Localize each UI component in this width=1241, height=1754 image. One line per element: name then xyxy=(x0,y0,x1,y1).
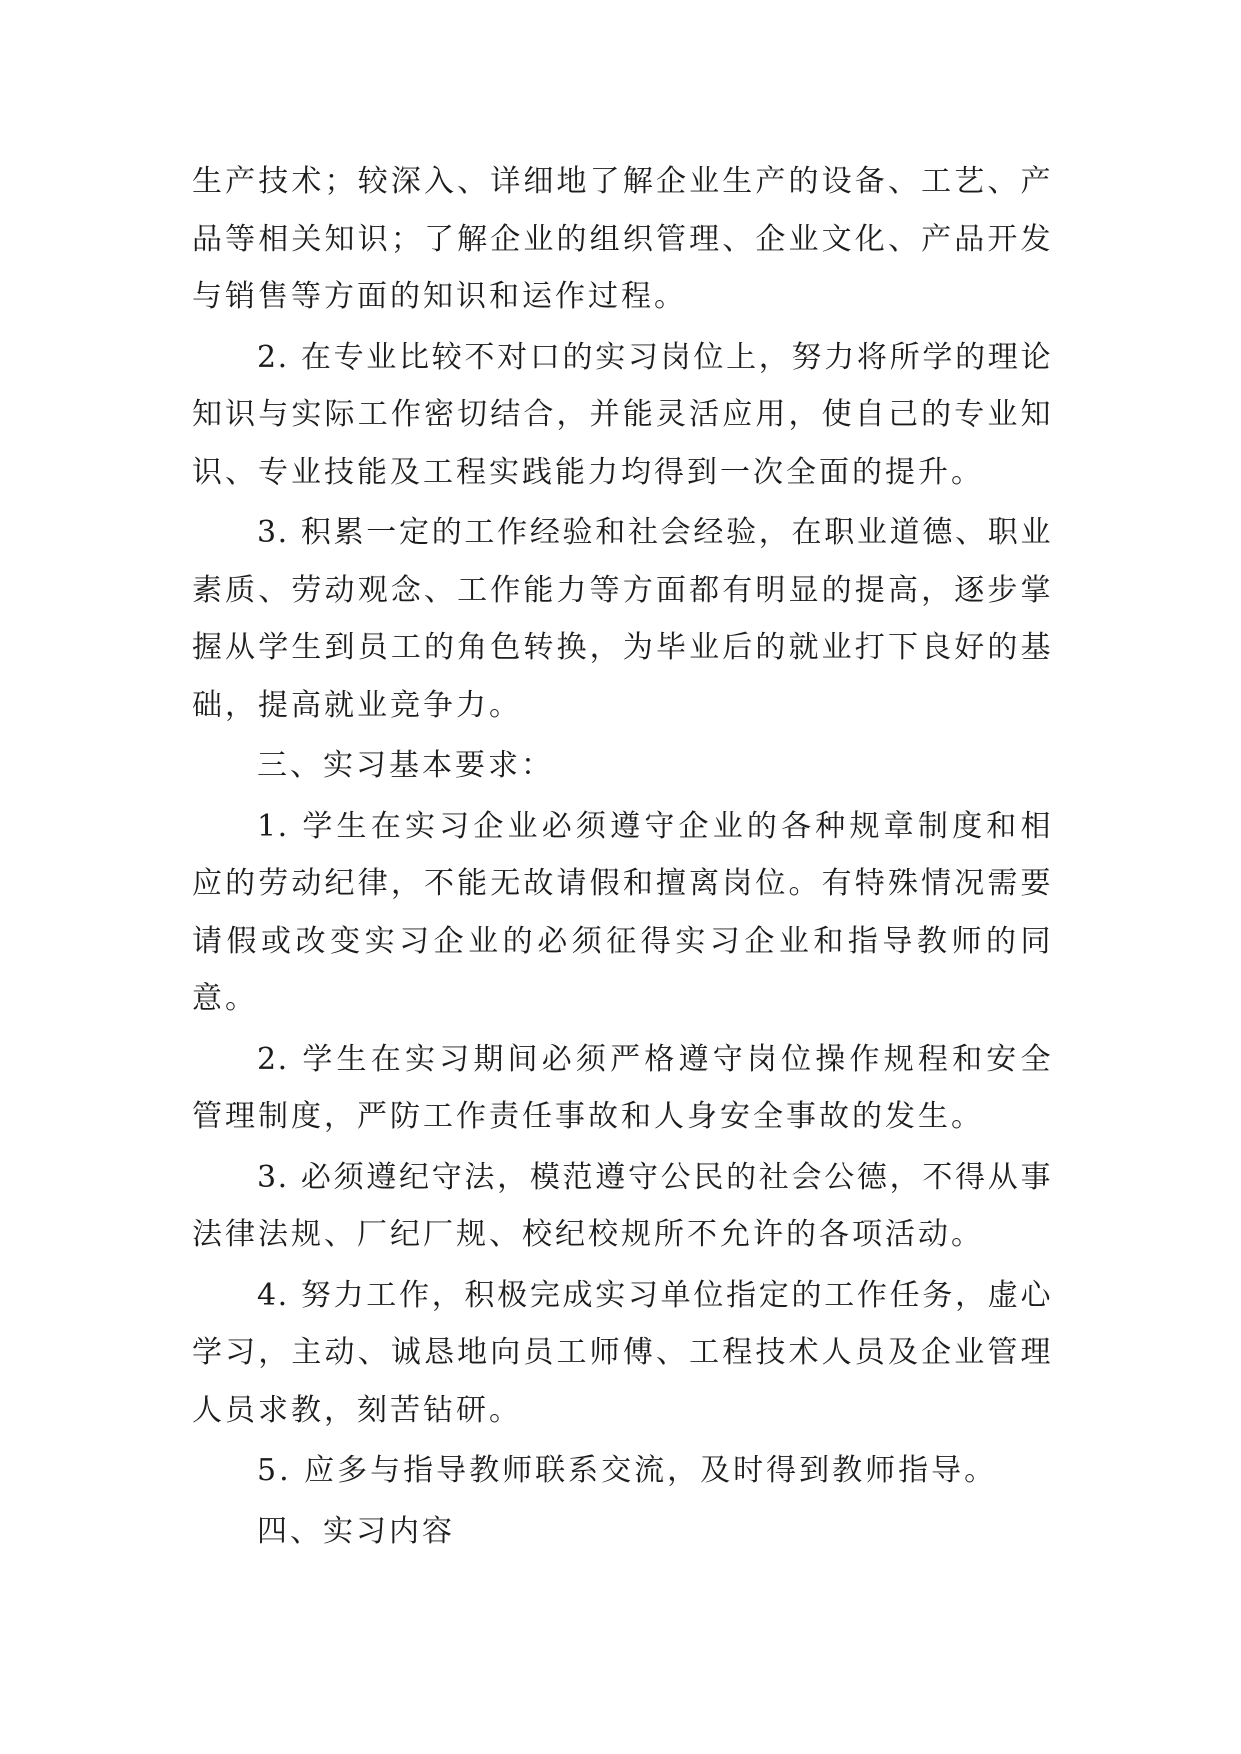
text-line: 请假或改变实习企业的必须征得实习企业和指导教师的同 xyxy=(192,923,1052,959)
text-line: 法律法规、厂纪厂规、校纪校规所不允许的各项活动。 xyxy=(192,1217,984,1252)
text-line: 管理制度，严防工作责任事故和人身安全事故的发生。 xyxy=(192,1099,984,1134)
text-line: 3. 必须遵纪守法，模范遵守公民的社会公德，不得从事 xyxy=(257,1159,1052,1195)
text-line: 生产技术；较深入、详细地了解企业生产的设备、工艺、产 xyxy=(192,164,1052,199)
objective-item-3 xyxy=(192,504,1052,734)
requirement-item-2 xyxy=(192,1031,1052,1146)
text-line: 2. 学生在实习期间必须严格遵守岗位操作规程和安全 xyxy=(257,1041,1052,1077)
text-line: 应的劳动纪律，不能无故请假和擅离岗位。有特殊情况需要 xyxy=(192,866,1052,901)
requirement-item-1 xyxy=(192,798,1052,1028)
text-line: 握从学生到员工的角色转换，为毕业后的就业打下良好的基 xyxy=(192,630,1052,665)
text-line: 与销售等方面的知识和运作过程。 xyxy=(192,279,687,314)
section-heading-requirements xyxy=(192,737,1052,795)
text-line: 意。 xyxy=(192,981,258,1016)
text-line: 础，提高就业竞争力。 xyxy=(192,687,522,723)
text-line: 素质、劳动观念、工作能力等方面都有明显的提高，逐步掌 xyxy=(192,572,1052,608)
text-line: 4. 努力工作，积极完成实习单位指定的工作任务，虚心 xyxy=(257,1277,1052,1313)
paragraph-continuation xyxy=(192,153,1052,326)
section-heading-content xyxy=(192,1503,1052,1561)
requirement-item-4 xyxy=(192,1267,1052,1440)
requirement-item-3 xyxy=(192,1149,1052,1264)
text-line: 2. 在专业比较不对口的实习岗位上，努力将所学的理论 xyxy=(257,339,1052,375)
text-line: 识、专业技能及工程实践能力均得到一次全面的提升。 xyxy=(192,454,984,490)
section-heading-text: 三、实习基本要求： xyxy=(257,748,554,783)
text-line: 人员求教，刻苦钻研。 xyxy=(192,1392,522,1428)
text-line: 学习，主动、诚恳地向员工师傅、工程技术人员及企业管理 xyxy=(192,1335,1052,1370)
requirement-item-5 xyxy=(192,1442,1052,1500)
objective-item-2 xyxy=(192,329,1052,502)
text-line: 1. 学生在实习企业必须遵守企业的各种规章制度和相 xyxy=(257,808,1052,844)
text-line: 品等相关知识；了解企业的组织管理、企业文化、产品开发 xyxy=(192,221,1052,257)
text-line: 知识与实际工作密切结合，并能灵活应用，使自己的专业知 xyxy=(192,397,1052,432)
text-line: 3. 积累一定的工作经验和社会经验，在职业道德、职业 xyxy=(257,515,1052,550)
document-body xyxy=(192,153,1052,1560)
text-line: 5. 应多与指导教师联系交流，及时得到教师指导。 xyxy=(257,1453,998,1488)
section-heading-text: 四、实习内容 xyxy=(257,1513,455,1549)
